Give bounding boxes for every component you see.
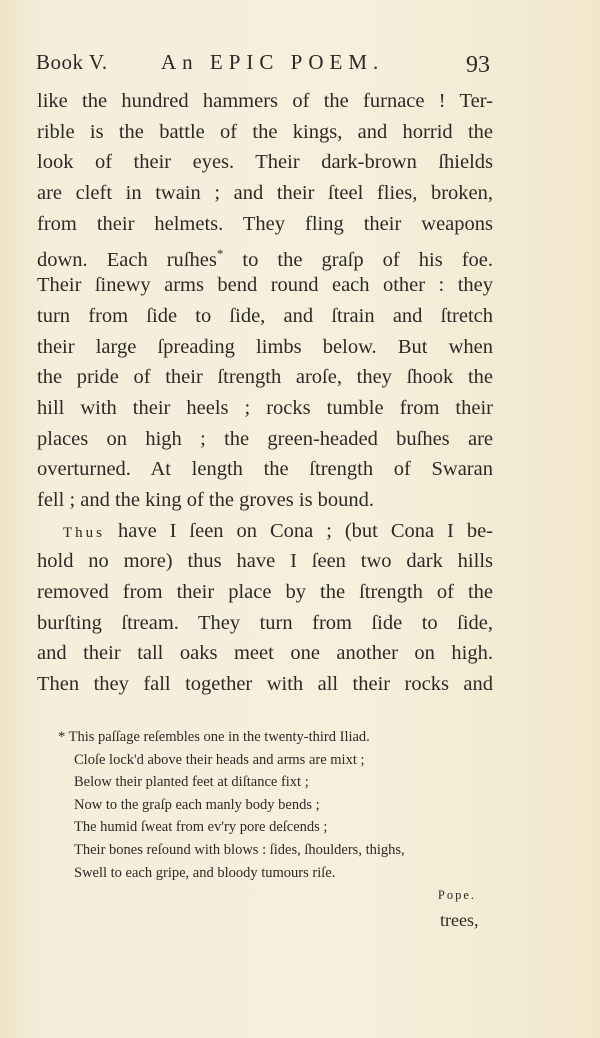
footnote-verse: Cloſe lock'd above their heads and arms are mixt ; [74,751,365,768]
text-line: turn from ſide to ſide, and ſtrain and ſtretch [37,304,493,327]
footnote [58,726,488,907]
text-line: Their ſinewy arms bend round each other : they [37,274,493,297]
text-line: removed from their place by the ſtrength of the [37,581,493,603]
text-fragment: down. Each ruſhes [37,249,217,272]
small-caps-opening: Thus [63,524,105,541]
catchword: trees, [440,910,479,930]
footnote-verse: Below their planted feet at diſtance fixt ; [74,774,309,791]
text-line: from their helmets. They fling their weapons [37,212,493,235]
text-line: overturned. At length the ſtrength of Swaran [37,458,493,481]
text-line: the pride of their ſtrength aroſe, they ſhook the [37,366,493,389]
footnote-signature: Pope. [437,888,476,903]
running-header [36,50,490,80]
text-line [37,239,493,270]
text-line: places on high ; the green-headed buſhes are [37,427,493,450]
text-line: like the hundred hammers of the furnace ! Ter- [37,90,493,112]
footnote-verse: Now to the graſp each manly body bends ; [74,796,320,813]
footnote-marker: * [216,246,224,262]
text-line: rible is the battle of the kings, and horrid the [37,120,493,143]
footnote-mark: * [58,729,66,745]
footnote-verse: The humid ſweat from ev'ry pore deſcends ; [74,819,328,836]
footnote-intro [58,726,488,749]
page-number: 93 [466,52,490,78]
text-line: burſting ſtream. They turn from ſide to ſide, [37,611,493,634]
text-line: and their tall oaks meet one another on high. [37,642,493,665]
text-line [37,516,493,547]
main-text [37,86,493,700]
text-line: are cleft in twain ; and their ſteel flies, broken, [37,182,493,205]
running-title: An EPIC POEM. [161,50,385,74]
text-fragment: to the graſp of his foe. [242,249,494,272]
book-label: Book V. [36,50,108,74]
text-line: Then they fall together with all their rocks and [37,673,493,696]
footnote-verse: Their bones reſound with blows : ſides, ſhoulders, thighs, [74,841,405,858]
text-fragment: have I ſeen on Cona ; (but Cona I be- [117,519,494,542]
text-line: hill with their heels ; rocks tumble from their [37,396,493,419]
text-line: look of their eyes. Their dark-brown ſhields [37,151,493,174]
footnote-verse: Swell to each gripe, and bloody tumours riſe. [74,864,336,881]
text-line: their large ſpreading limbs below. But when [37,335,493,358]
text-line: fell ; and the king of the groves is bound. [37,488,375,511]
text-line: hold no more) thus have I ſeen two dark hills [37,550,493,573]
footnote-intro-text: This paſſage reſembles one in the twenty-third Iliad. [68,729,370,745]
